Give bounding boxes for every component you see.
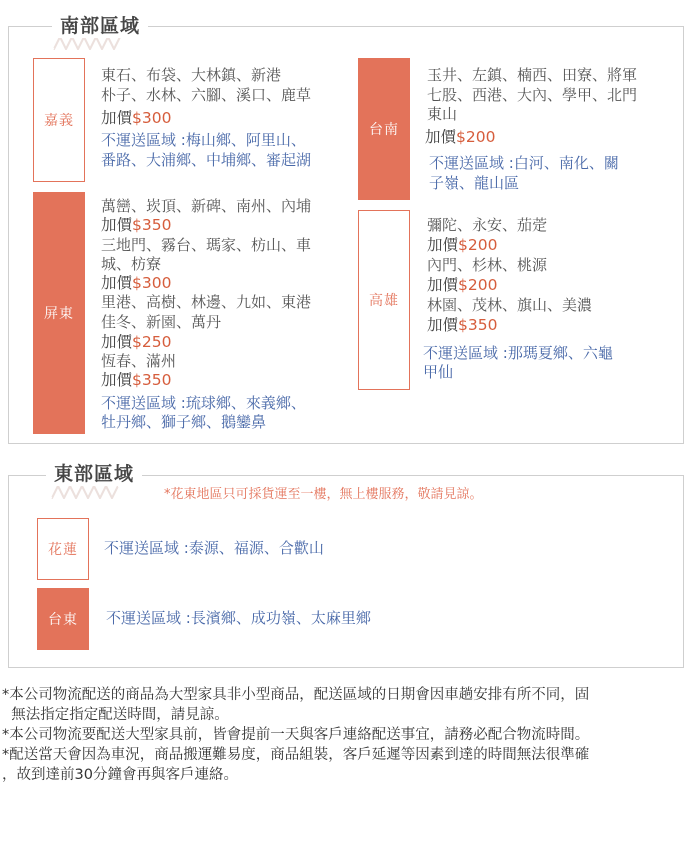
chiayi-exclude-line-2: 番路、大浦鄉、中埔鄉、審起湖 [101, 151, 312, 169]
pingtung-surcharge-4: 加價$350 [101, 371, 172, 389]
chiayi-area-line-1: 東石、布袋、大林鎮、新港 [101, 66, 282, 84]
hualien-exclude: 不運送區域 :泰源、福源、合歡山 [104, 539, 324, 557]
kaohsiung-exclude-line-2: 甲仙 [423, 363, 454, 381]
footnote-line-3: *本公司物流要配送大型家具前，皆會提前一天與客戶連絡配送事宜，請務必配合物流時間。 [2, 727, 590, 743]
kaohsiung-exclude-line-1: 不運送區域 :那瑪夏鄉、六龜 [423, 344, 613, 362]
kaohsiung-area-group-2: 內門、杉林、桃源 [427, 256, 548, 274]
pingtung-exclude-line-2: 牡丹鄉、獅子鄉、鵝鑾鼻 [101, 413, 267, 431]
region-tag-hualien: 花蓮 [37, 518, 89, 580]
footnote-line-1: *本公司物流配送的商品為大型家具非小型商品，配送區域的日期會因車趟安排有所不同，固 [2, 687, 590, 703]
pingtung-exclude-line-1: 不運送區域 :琉球鄉、來義鄉、 [101, 394, 306, 412]
pingtung-area-group-2-line-2: 城、枋寮 [101, 255, 162, 273]
east-region-panel [8, 475, 684, 668]
taitung-exclude: 不運送區域 :長濱鄉、成功嶺、太麻里鄉 [106, 609, 371, 627]
tainan-area-line-2: 七股、西港、大內、學甲、北門 [427, 86, 638, 104]
pingtung-area-group-2-line-1: 三地門、霧台、瑪家、枋山、車 [101, 236, 312, 254]
pingtung-surcharge-2: 加價$300 [101, 274, 172, 292]
chiayi-surcharge-amount: $300 [132, 109, 172, 127]
kaohsiung-area-group-1: 彌陀、永安、茄萣 [427, 216, 548, 234]
footnote-line-2: 無法指定指定配送時間，請見諒。 [2, 707, 229, 723]
region-tag-pingtung: 屏東 [33, 192, 85, 434]
east-region-title: 東部區域 [46, 462, 142, 486]
pingtung-surcharge-1: 加價$350 [101, 216, 172, 234]
chiayi-surcharge: 加價$300 [101, 109, 172, 127]
kaohsiung-surcharge-3: 加價$350 [427, 316, 498, 334]
tainan-area-line-3: 東山 [427, 105, 458, 123]
tainan-surcharge: 加價$200 [425, 128, 496, 146]
south-region-title: 南部區域 [52, 14, 148, 38]
tainan-area-line-1: 玉井、左鎮、楠西、田寮、將軍 [427, 66, 638, 84]
region-tag-chiayi: 嘉義 [33, 58, 85, 182]
pingtung-surcharge-3: 加價$250 [101, 333, 172, 351]
pingtung-area-group-4: 恆春、滿州 [101, 352, 177, 370]
chiayi-exclude-line-1: 不運送區域 :梅山鄉、阿里山、 [101, 131, 306, 149]
region-tag-tainan: 台南 [358, 58, 410, 200]
footnote-line-4: *配送當天會因為車況，商品搬運難易度，商品組裝，客戶延遲等因素到達的時間無法很準確 [2, 747, 590, 763]
kaohsiung-surcharge-1: 加價$200 [427, 236, 498, 254]
pingtung-area-group-1: 萬巒、崁頂、新碑、南州、內埔 [101, 197, 312, 215]
chiayi-area-line-2: 朴子、水林、六腳、溪口、鹿草 [101, 86, 312, 104]
region-tag-kaohsiung: 高雄 [358, 210, 410, 390]
kaohsiung-surcharge-2: 加價$200 [427, 276, 498, 294]
region-tag-taitung: 台東 [37, 588, 89, 650]
tainan-exclude-line-2: 子嶺、龍山區 [429, 174, 520, 192]
tainan-exclude-line-1: 不運送區域 :白河、南化、關 [429, 154, 619, 172]
kaohsiung-area-group-3: 林園、茂林、旗山、美濃 [427, 296, 593, 314]
footnote-line-5: ，故到達前30分鐘會再與客戶連絡。 [2, 767, 238, 783]
pingtung-area-group-3-line-1: 里港、高樹、林邊、九如、東港 [101, 293, 312, 311]
pingtung-area-group-3-line-2: 佳冬、新園、萬丹 [101, 313, 222, 331]
east-region-note: *花東地區只可採貨運至一樓，無上樓服務，敬請見諒。 [164, 487, 483, 502]
